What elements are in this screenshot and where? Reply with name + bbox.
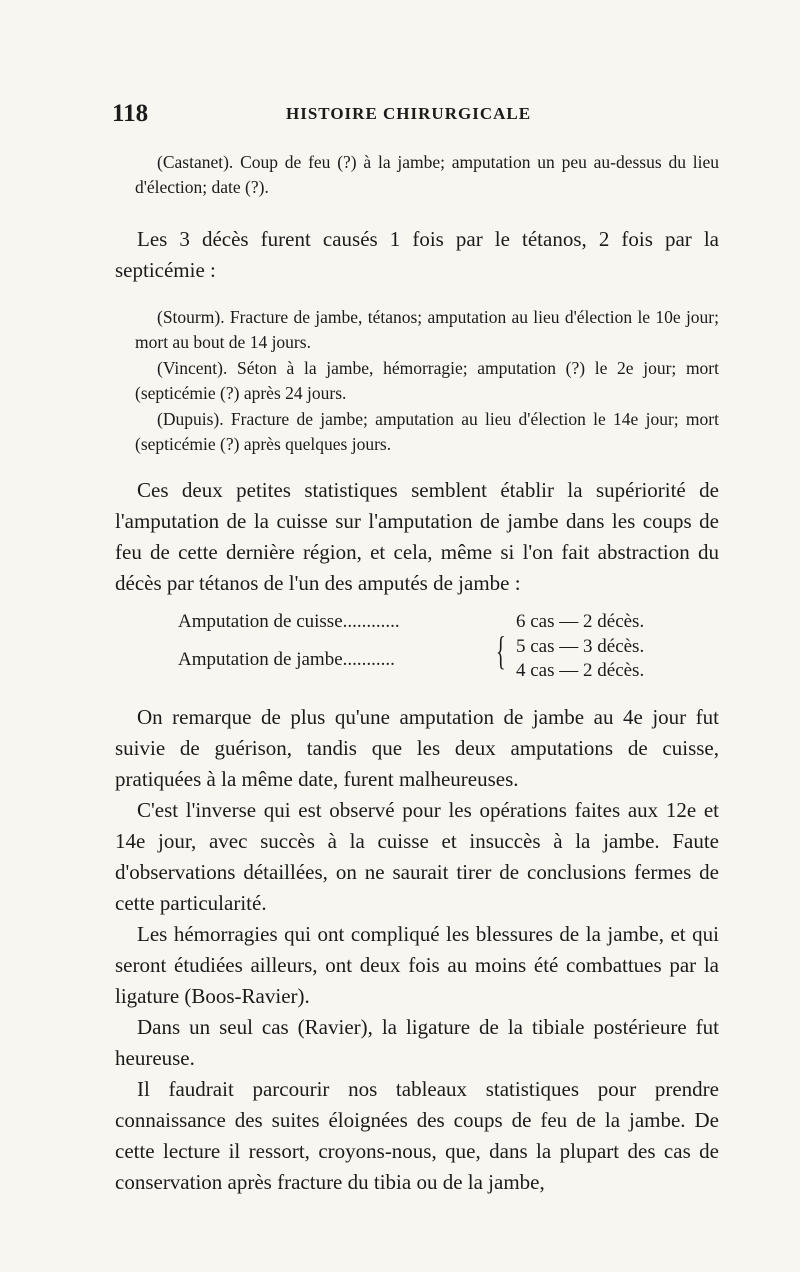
paragraph-deces-intro [115,224,719,286]
page-header [112,100,692,140]
running-title: HISTOIRE CHIRURGICALE [286,104,532,123]
deces-intro-text: Les 3 décès furent causés 1 fois par le tétanos, 2 fois par la septicémie : [115,227,719,282]
paragraph-stourm [135,305,719,355]
row-cuisse-label: Amputation de cuisse............ [178,611,400,632]
paragraph-statistiques [115,475,719,599]
brace-glyph: { [496,628,506,673]
hemorragies-text: Les hémorragies qui ont compliqué les blessures de la jambe, et qui seront étudiées ailleurs, ont deux fois au moins été combattues par la ligature (Boos-Ravier). [115,922,719,1008]
castanet-text: (Castanet). Coup de feu (?) à la jambe; amputation un peu au-dessus du lieu d'élection; date (?). [135,152,719,197]
paragraph-remarque [115,702,719,1198]
inverse-text: C'est l'inverse qui est observé pour les opérations faites aux 12e et 14e jour, avec succès à la cuisse et insuccès à la jambe. Faute d'observations détaillées, on ne saurait tirer de conclusions fermes de cette particularité. [115,798,719,915]
stourm-text: (Stourm). Fracture de jambe, tétanos; amputation au lieu d'élection le 10e jour; mort au bout de 14 jours. [135,307,719,352]
amputation-table [178,609,718,689]
parcourir-text: Il faudrait parcourir nos tableaux statistiques pour prendre connaissance des suites éloignées des coups de feu de la jambe. De cette lecture il ressort, croyons-nous, que, dans la plupart des cas de conservation après fracture du tibia ou de la jambe, [115,1077,719,1194]
row-cuisse-value: 6 cas — 2 décès. [516,611,645,632]
remarque-text: On remarque de plus qu'une amputation de jambe au 4e jour fut suivie de guérison, tandis que les deux amputations de cuisse, pratiquées à la même date, furent malheureuses. [115,705,719,791]
ravier-text: Dans un seul cas (Ravier), la ligature de la tibiale postérieure fut heureuse. [115,1015,719,1070]
vincent-text: (Vincent). Séton à la jambe, hémorragie; amputation (?) le 2e jour; mort (septicémie (?) après 24 jours. [135,358,719,403]
paragraph-dupuis [135,407,719,457]
statistiques-text: Ces deux petites statistiques semblent établir la supériorité de l'amputation de la cuisse sur l'amputation de jambe dans les coups de feu de cette dernière région, et cela, même si l'on fait abstraction du décès par tétanos de l'un des amputés de jambe : [115,478,719,595]
row-jambe-label: Amputation de jambe........... [178,649,395,670]
paragraph-vincent [135,356,719,406]
row-jambe-value-a: 5 cas — 3 décès. [516,636,645,657]
page-number: 118 [112,100,149,127]
dupuis-text: (Dupuis). Fracture de jambe; amputation au lieu d'élection le 14e jour; mort (septicémie (?) après quelques jours. [135,409,719,454]
row-jambe-value-b: 4 cas — 2 décès. [516,660,645,681]
paragraph-castanet [135,150,719,200]
